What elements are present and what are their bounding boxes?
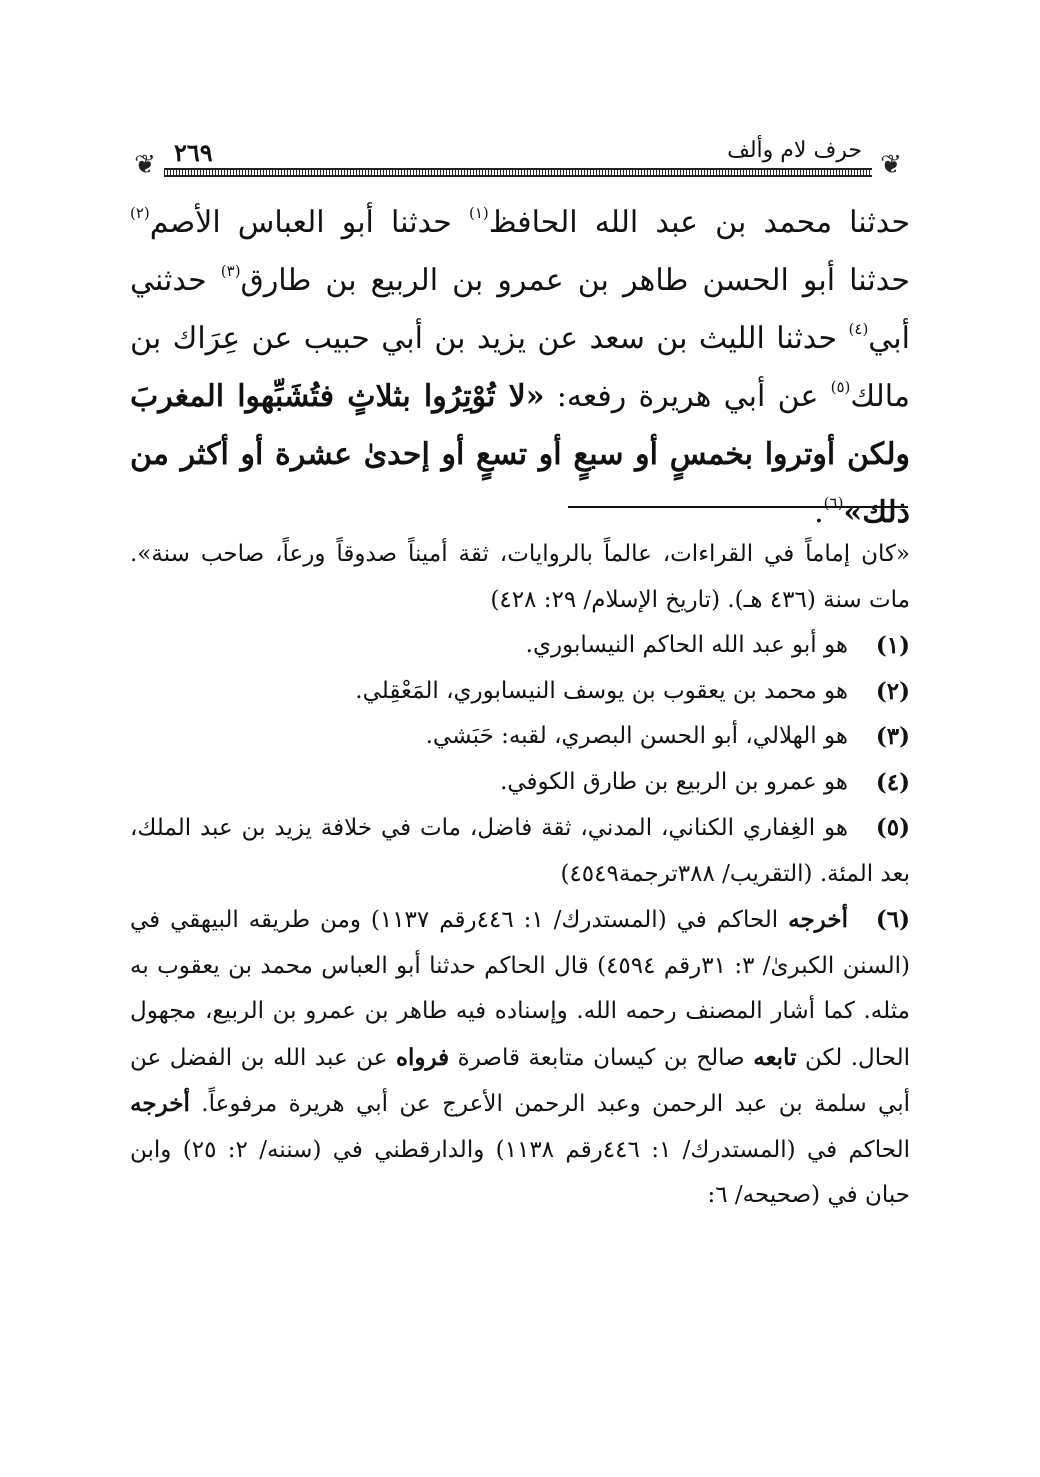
ornament-left-icon: ❦ — [134, 150, 156, 180]
footnote-ref-2: (٢) — [130, 204, 150, 222]
main-text — [130, 194, 910, 542]
page-header — [128, 138, 908, 180]
footnote-ref-1: (١) — [469, 204, 489, 222]
footnote-4: (٤) هو عمرو بن الربيع بن طارق الكوفي. — [500, 768, 910, 796]
footnote-ref-4: (٤) — [848, 320, 869, 338]
footnote-1: (١) هو أبو عبد الله الحاكم النيسابوري. — [525, 632, 910, 659]
page-number: ٢٦٩ — [170, 138, 217, 167]
footnotes — [130, 532, 910, 1219]
footnote-ref-3: (٣) — [220, 262, 241, 280]
footnote-6: (٦)أخرجه الحاكم في (المستدرك/ ١: ٤٤٦رقم ١١٣٧) ومن طريقه البيهقي في (السنن الكبرىٰ/ ٣: ٣١رقم ٤٥٩٤) قال الحاكم حدثنا أبو العباس محمد بن يعقوب به مثله. كما أشار المصنف رحمه الله. وإسناده فيه طاهر بن عمرو بن الربيع، مجهول الحال. لكن تابعه صالح بن كيسان متابعة قاصرة فرواه عن عبد الله بن الفضل عن أبي سلمة بن عبد الرحمن وعبد الرحمن الأعرج عن أبي هريرة مرفوعاً. أخرجه الحاكم في (المستدرك/ ١: ٤٤٦رقم ١١٣٨) والدارقطني في (سننه/ ٢: ٢٥) وابن حبان في (صحيحه/ ٦: — [130, 906, 911, 1208]
footnote-ref-5: (٥) — [830, 378, 851, 396]
ornament-right-icon: ❦ — [880, 150, 902, 180]
running-title: حرف لام وألف — [723, 138, 866, 163]
header-rule — [164, 168, 872, 177]
footnote-ref-6: (٦) — [823, 494, 844, 512]
footnote-5: (٥)هو الغِفاري الكناني، المدني، ثقة فاضل، مات في خلافة يزيد بن عبد الملك، بعد المئة. (التقريب/ ٣٨٨ترجمة٤٥٤٩) — [130, 814, 910, 887]
footnote-separator — [568, 506, 908, 508]
footnote-3: (٣) هو الهلالي، أبو الحسن البصري، لقبه: حَبَشي. — [425, 723, 910, 750]
footnote-carry-over: «كان إماماً في القراءات، عالماً بالروايات، ثقة أميناً صدوقاً ورعاً، صاحب سنة». مات سنة (٤٣٦ هـ). (تاريخ الإسلام/ ٢٩: ٤٢٨) — [130, 541, 910, 613]
footnote-2: (٢) هو محمد بن يعقوب بن يوسف النيسابوري، المَعْقِلي. — [355, 677, 910, 705]
hadith-text: «لا تُوْتِرُوا بثلاثٍ فتُشَبِّهوا المغربَ ولكن أوتروا بخمسٍ أو سبعٍ أو تسعٍ أو إحدىٰ عشرة أو أكثر من ذلك» — [130, 379, 910, 530]
main-paragraph: حدثنا محمد بن عبد الله الحافظ$^{(١)}$ حدثنا أبو العباس الأصم$^{(٢)}$ حدثنا أبو الحسن طاهر بن عمرو بن الربيع بن طارق$^{(٣)}$ حدثني أبي$^{(٤)}$ حدثنا الليث بن سعد عن يزيد بن أبي حبيب عن عِرَاك بن مالك$^{(٥)}$ عن أبي هريرة رفعه: «لا تُوْتِرُوا بثلاثٍ فتُشَبِّهوا المغربَ ولكن أوتروا بخمسٍ أو سبعٍ أو تسعٍ أو إحدىٰ عشرة أو أكثر من ذلك»$^{(٦)}$. — [130, 204, 911, 530]
